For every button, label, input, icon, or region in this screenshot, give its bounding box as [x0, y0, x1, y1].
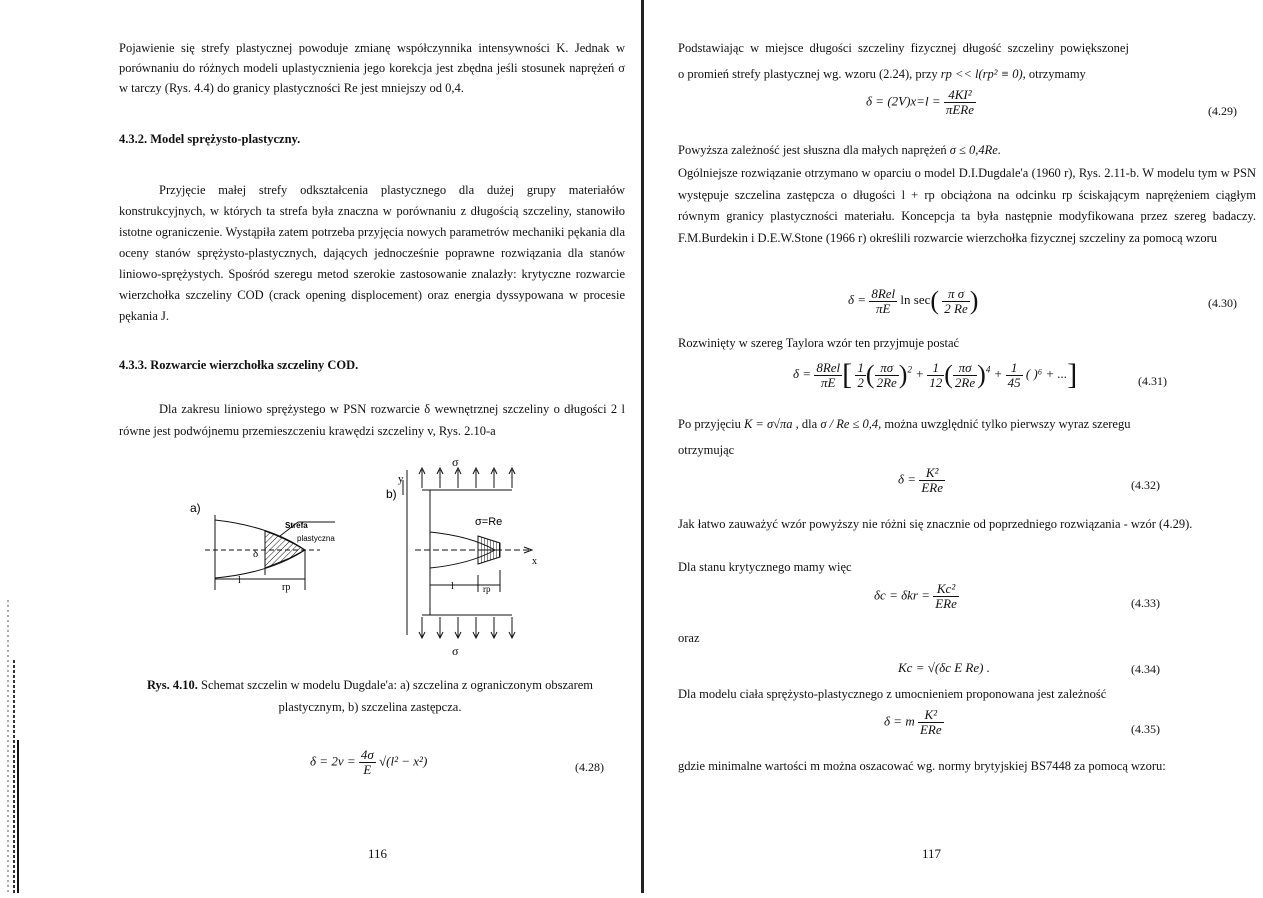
crack-diagram-a — [205, 515, 335, 590]
label-sigma-top: σ — [452, 455, 459, 469]
figure-label-b: b) — [386, 487, 397, 501]
label-plastyczna: plastyczna — [297, 534, 335, 543]
caption-label: Rys. 4.10. — [146, 678, 198, 692]
right-paragraph-2: Powyższa zależność jest słuszna dla małych naprężeń σ ≤ 0,4Re. — [678, 143, 1001, 157]
label-l-a: l — [238, 575, 241, 586]
right-paragraph-5b: otrzymując — [678, 443, 735, 457]
label-sigma-re: σ=Re — [475, 516, 503, 528]
caption-line-2: plastycznym, b) szczelina zastępcza. — [278, 700, 462, 714]
equation-number-4-29: (4.29) — [1208, 104, 1237, 118]
equation-4-35: δ = m $\frac{\text{K²}}{\text{ERe}}$ — [884, 707, 942, 737]
book-spine — [641, 0, 644, 893]
right-paragraph-8: Dla modelu ciała sprężysto-plastycznego z umocnieniem proponowana jest zależność — [678, 687, 1107, 701]
right-page — [648, 0, 1263, 893]
label-rp-b: rp — [483, 584, 491, 594]
left-paragraph-2: Przyjęcie małej strefy odkształcenia plastycznego dla dużej grupy materiałów konstrukcyjnych, w których ta strefa była znaczna w porównaniu z długością szczeliny, stanowiło istotne ograniczenie. Wystąpiła zatem potrzeba przyjęcia nowych parametrów mechaniki pękania dla oceny stanów sprężysto-plastycznych, dających jednocześnie poprawne rozwiązania dla stanów liniowo-sprężystych. Spośród szeregu metod szerokie zastosowanie znalazły: krytyczne rozwarcie wierzchołka szczeliny COD (crack opening displocement) oraz energia dyssypowana w procesie pękania J. — [119, 183, 625, 323]
eq428-fraction: $\frac{4\sigma}{E}$ — [360, 747, 374, 777]
condition-rp: rp << l(rp² ≡ 0), — [940, 67, 1026, 81]
right-paragraph-5: Po przyjęciu K = σ√πa , dla σ / Re ≤ 0,4, można uwzględnić tylko pierwszy wyraz szeregu — [678, 417, 1131, 431]
eq428-rhs: √(l² − x²) — [379, 753, 428, 769]
right-paragraph-9: gdzie minimalne wartości m można oszacować wg. normy brytyjskiej BS7448 za pomocą wzoru: — [678, 759, 1166, 773]
eq428-lhs: δ = 2v = — [310, 753, 356, 769]
crack-diagram-b — [403, 468, 532, 638]
equation-4-32: δ = $\frac{\text{K²}}{\text{ERe}}$ — [898, 465, 943, 495]
page-number-right: 117 — [922, 846, 942, 861]
equation-4-34: Kc = √(δc E Re) . — [898, 660, 990, 675]
equation-number-4-28: (4.28) — [575, 760, 604, 774]
right-paragraph-1a: Podstawiając w miejsce długości szczeliny fizycznej długość szczeliny powiększonej — [678, 41, 1129, 55]
page-number-left: 116 — [368, 846, 388, 861]
equation-4-30: δ = $\frac{\text{8Rel}}{\pi E}$ ln sec( $\frac{\text{π σ}}{2 Re}$ ) — [848, 285, 979, 316]
label-y: y — [398, 473, 404, 485]
equation-4-33: δc = δkr = $\frac{\text{Kc²}}{\text{ERe}}$ — [874, 581, 957, 611]
figure-label-a: a) — [190, 501, 201, 515]
equation-number-4-31: (4.31) — [1138, 374, 1167, 388]
left-paragraph-1: Pojawienie się strefy plastycznej powoduje zmianę współczynnika intensywności K. Jednak w porównaniu do różnych modeli uplastycznienia jego korekcja jest zbędna jeśli stosunek naprężeń σ w tarczy (Rys. 4.4) do granicy plastyczności Re jest mniejszy od 0,4. — [119, 41, 625, 95]
equation-number-4-34: (4.34) — [1131, 662, 1160, 676]
label-strefa: Strefa — [285, 521, 308, 530]
heading-4-3-3: 4.3.3. Rozwarcie wierzchołka szczeliny COD. — [119, 358, 359, 372]
equation-number-4-35: (4.35) — [1131, 722, 1160, 736]
equation-number-4-32: (4.32) — [1131, 478, 1160, 492]
caption-line-1: Schemat szczelin w modelu Dugdale'a: a) szczelina z ograniczonym obszarem — [201, 678, 594, 692]
top-load-arrows — [419, 468, 515, 488]
label-delta: δ — [253, 548, 259, 560]
right-paragraph-7: Dla stanu krytycznego mamy więc — [678, 560, 852, 574]
label-l-b: l — [451, 581, 454, 592]
heading-4-3-2: 4.3.2. Model sprężysto-plastyczny. — [119, 132, 301, 146]
right-paragraph-1b: o promień strefy plastycznej wg. wzoru (2.24), przy rp << l(rp² ≡ 0), otrzymamy — [678, 67, 1086, 81]
label-rp-a: rp — [282, 582, 291, 593]
right-paragraph-4: Rozwinięty w szereg Taylora wzór ten przyjmuje postać — [678, 336, 960, 350]
equation-4-28 — [310, 748, 427, 777]
equation-number-4-33: (4.33) — [1131, 596, 1160, 610]
label-x: x — [532, 556, 537, 567]
bottom-load-arrows — [419, 617, 515, 638]
equation-4-31: δ = $\frac{\text{8Rel}}{\pi E}$ [ $\frac{1}{2}$ ( $\frac{\pi\sigma}{2Re}$ )$^2$ + $\frac{1}{12}$ ( $\frac{\pi\sigma}{2Re}$ )$^4$ + $\frac{1}{45}$ ( )⁶ + ...] — [793, 358, 1078, 391]
equation-number-4-30: (4.30) — [1208, 296, 1237, 310]
right-paragraph-6: Jak łatwo zauważyć wzór powyższy nie różni się znacznie od poprzedniego rozwiązania - wzór (4.29). — [678, 517, 1193, 531]
figure-caption — [110, 674, 630, 718]
right-paragraph-3: Ogólniejsze rozwiązanie otrzymano w oparciu o model D.I.Dugdale'a (1960 r), Rys. 2.11-b. W modelu tym w PSN występuje szczelina zastępcza o długości l + rp obciążona na odcinku rp ściskającym naprężeniem ciągłym równym granicy plastyczności materiału. Koncepcja ta była następnie modyfikowana przez szereg badaczy. F.M.Burdekin i D.E.W.Stone (1966 r) określili rozwarcie wierzchołka fizycznej szczeliny za pomocą wzoru — [678, 166, 1256, 245]
label-sigma-bottom: σ — [452, 644, 459, 658]
dugdale-figure — [160, 450, 580, 665]
word-oraz: oraz — [678, 631, 700, 645]
left-paragraph-3: Dla zakresu liniowo sprężystego w PSN rozwarcie δ wewnętrznej szczeliny o długości 2 l równe jest podwójnemu przemieszczeniu krawędzi szczeliny v, Rys. 2.10-a — [119, 402, 625, 438]
equation-4-29: δ = (2V)x=l = $\frac{\text{4KI²}}{\text{πERe}}$ — [866, 87, 975, 117]
